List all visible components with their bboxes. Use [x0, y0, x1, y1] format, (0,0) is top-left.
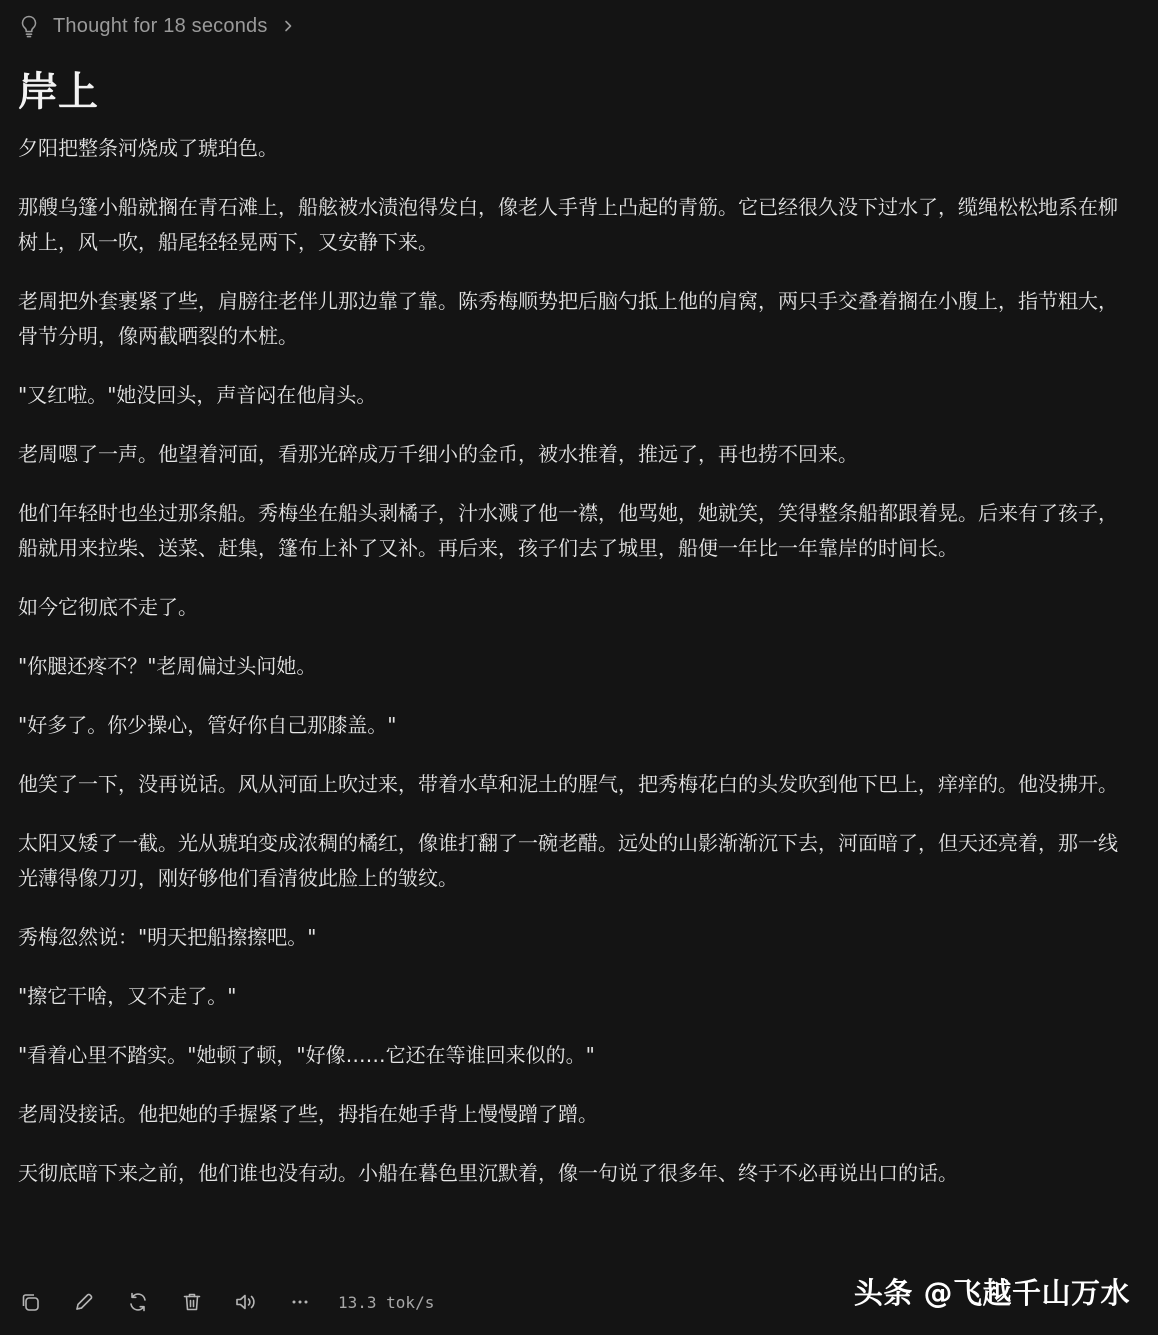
story-paragraph: 他们年轻时也坐过那条船。秀梅坐在船头剥橘子，汁水溅了他一襟，他骂她，她就笑，笑得整条船都跟着晃。后来有了孩子，船就用来拉柴、送菜、赶集，篷布上补了又补。再后来，孩子们去了城里，船便一年比一年靠岸的时间长。: [18, 501, 1118, 560]
story-paragraph: "好多了。你少操心，管好你自己那膝盖。": [18, 713, 397, 737]
copy-icon: [19, 1291, 41, 1313]
story-paragraph: 老周没接话。他把她的手握紧了些，拇指在她手背上慢慢蹭了蹭。: [18, 1102, 598, 1126]
regenerate-button[interactable]: [124, 1288, 152, 1316]
story-body: [18, 131, 1136, 1215]
delete-icon: [181, 1291, 203, 1313]
more-icon: [289, 1291, 311, 1313]
story-paragraph: 老周把外套裹紧了些，肩膀往老伴儿那边靠了靠。陈秀梅顺势把后脑勺抵上他的肩窝，两只手交叠着搁在小腹上，指节粗大，骨节分明，像两截晒裂的木桩。: [18, 289, 1118, 348]
watermark: 头条 @飞越千山万水: [853, 1276, 1130, 1310]
thought-toggle[interactable]: [18, 12, 297, 40]
regenerate-icon: [127, 1291, 149, 1313]
speaker-icon: [234, 1291, 258, 1313]
thought-label: Thought for 18 seconds: [53, 14, 268, 37]
story-paragraph: 夕阳把整条河烧成了琥珀色。: [18, 136, 278, 160]
read-aloud-button[interactable]: [232, 1288, 260, 1316]
copy-button[interactable]: [16, 1288, 44, 1316]
story-paragraph: 如今它彻底不走了。: [18, 595, 198, 619]
story-paragraph: 天彻底暗下来之前，他们谁也没有动。小船在暮色里沉默着，像一句说了很多年、终于不必再说出口的话。: [18, 1161, 958, 1185]
tokens-per-second: 13.3 tok/s: [338, 1292, 435, 1312]
chevron-right-icon: [283, 12, 297, 40]
message-toolbar: [16, 1288, 434, 1316]
story-paragraph: "擦它干啥，又不走了。": [18, 984, 237, 1008]
story-paragraph: 那艘乌篷小船就搁在青石滩上，船舷被水渍泡得发白，像老人手背上凸起的青筋。它已经很久没下过水了，缆绳松松地系在柳树上，风一吹，船尾轻轻晃两下，又安静下来。: [18, 195, 1118, 254]
story-paragraph: "看着心里不踏实。"她顿了顿，"好像……它还在等谁回来似的。": [18, 1043, 595, 1067]
story-paragraph: 秀梅忽然说："明天把船擦擦吧。": [18, 925, 317, 949]
lightbulb-icon: [18, 12, 40, 40]
story-paragraph: 他笑了一下，没再说话。风从河面上吹过来，带着水草和泥土的腥气，把秀梅花白的头发吹到他下巴上，痒痒的。他没拂开。: [18, 772, 1118, 796]
story-paragraph: "你腿还疼不？"老周偏过头问她。: [18, 654, 317, 678]
more-options-button[interactable]: [286, 1288, 314, 1316]
edit-icon: [73, 1291, 95, 1313]
story-paragraph: "又红啦。"她没回头，声音闷在他肩头。: [18, 383, 377, 407]
delete-button[interactable]: [178, 1288, 206, 1316]
story-paragraph: 老周嗯了一声。他望着河面，看那光碎成万千细小的金币，被水推着，推远了，再也捞不回来。: [18, 442, 858, 466]
story-title: 岸上: [18, 69, 98, 115]
edit-button[interactable]: [70, 1288, 98, 1316]
story-paragraph: 太阳又矮了一截。光从琥珀变成浓稠的橘红，像谁打翻了一碗老醋。远处的山影渐渐沉下去，河面暗了，但天还亮着，那一线光薄得像刀刃，刚好够他们看清彼此脸上的皱纹。: [18, 831, 1118, 890]
